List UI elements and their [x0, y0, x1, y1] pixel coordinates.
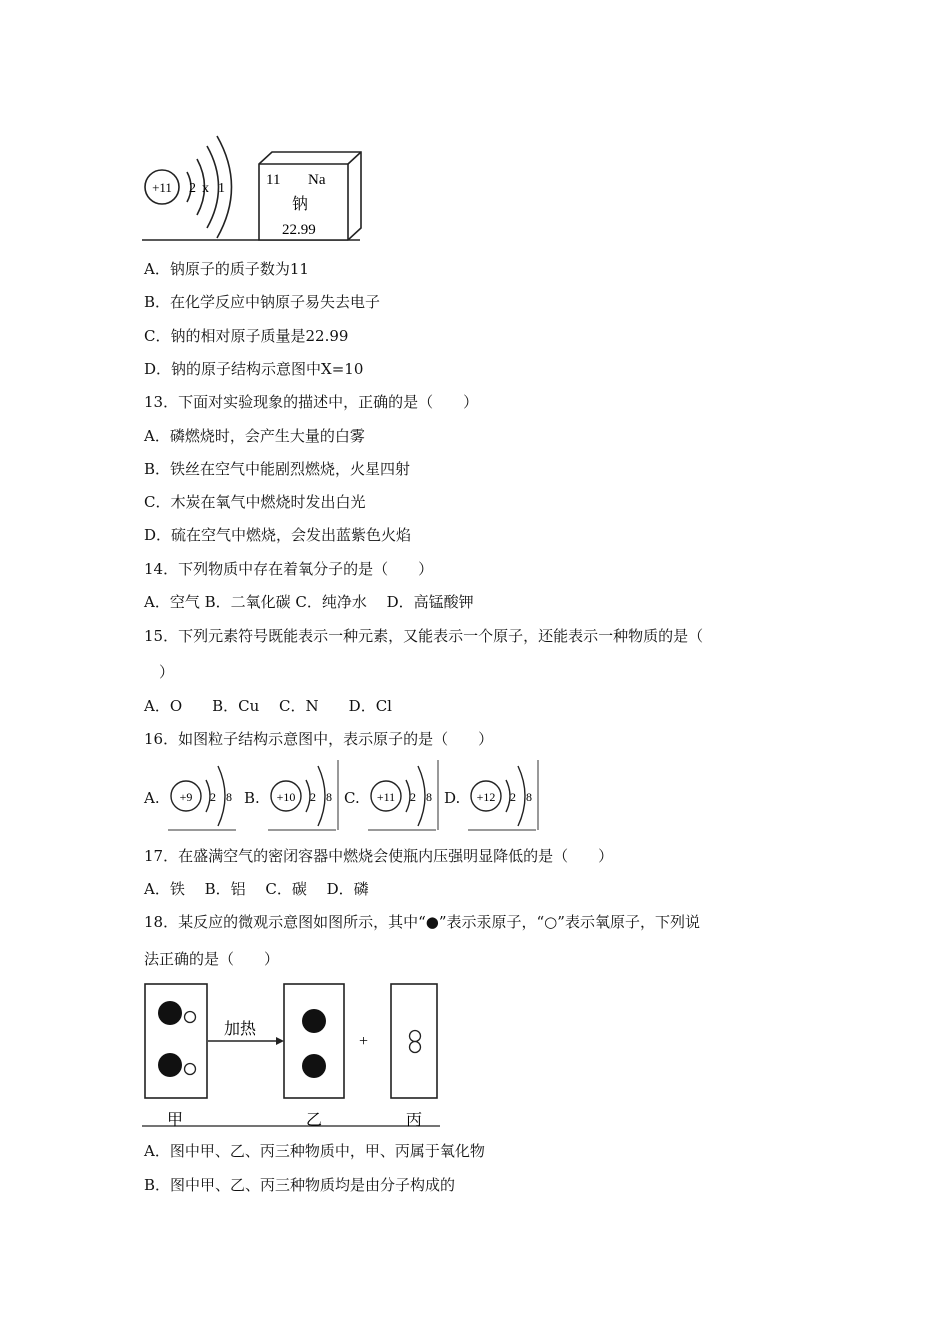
- q16-nucleus-d: +12: [476, 790, 496, 804]
- element-name: 钠: [292, 196, 309, 213]
- q18-stem-line2: 法正确的是（ ）: [144, 950, 280, 968]
- q16-letter-d: D.: [444, 789, 461, 807]
- q16-diagram-b: [266, 758, 340, 832]
- q18-option-a: A．图中甲、乙、丙三种物质中，甲、丙属于氧化物: [144, 1142, 485, 1160]
- q16-shell2-c: 8: [426, 790, 432, 804]
- sodium-shell-3: 1: [218, 181, 225, 196]
- q15-options: A．O B．Cu C．N D．Cl: [144, 697, 392, 715]
- q15-stem-line2: ）: [144, 663, 175, 681]
- q12-option-b: B．在化学反应中钠原子易失去电子: [144, 293, 381, 311]
- q18-stem-line1: 18．某反应的微观示意图如图所示，其中“●”表示汞原子，“○”表示氧原子，下列说: [144, 913, 700, 931]
- arrow-label: 加热: [224, 1021, 257, 1038]
- q18-option-b: B．图中甲、乙、丙三种物质均是由分子构成的: [144, 1176, 456, 1194]
- q12-option-c: C．钠的相对原子质量是22.99: [144, 327, 349, 345]
- q14-options: A．空气 B．二氧化碳 C．纯净水 D．高锰酸钾: [144, 593, 474, 611]
- q16-shell2-b: 8: [326, 790, 332, 804]
- sodium-shell-2: x: [202, 181, 209, 196]
- element-symbol: Na: [308, 172, 326, 188]
- q16-letter-a: A.: [144, 789, 160, 807]
- q17-stem: 17．在盛满空气的密闭容器中燃烧会使瓶内压强明显降低的是（ ）: [144, 847, 614, 865]
- sodium-atom-figure: [142, 134, 366, 242]
- q16-stem: 16．如图粒子结构示意图中，表示原子的是（ ）: [144, 730, 494, 748]
- q16-shell1-c: 2: [410, 790, 416, 804]
- q14-stem: 14．下列物质中存在着氧分子的是（ ）: [144, 560, 434, 578]
- q16-shell2-d: 8: [526, 790, 532, 804]
- q13-option-c: C．木炭在氧气中燃烧时发出白光: [144, 493, 366, 511]
- q16-nucleus-a: +9: [179, 790, 193, 804]
- q16-letter-b: B.: [244, 789, 260, 807]
- q15-stem-line1: 15．下列元素符号既能表示一种元素，又能表示一个原子，还能表示一种物质的是（: [144, 627, 704, 645]
- label-jia: 甲: [166, 1112, 184, 1129]
- q17-options: A．铁 B．铝 C．碳 D．磷: [144, 880, 369, 898]
- q16-shell1-d: 2: [510, 790, 516, 804]
- q16-shell1-b: 2: [310, 790, 316, 804]
- label-yi: 乙: [305, 1112, 323, 1129]
- q13-option-b: B．铁丝在空气中能剧烈燃烧，火星四射: [144, 460, 411, 478]
- element-mass: 22.99: [282, 222, 316, 238]
- label-bing: 丙: [405, 1112, 423, 1129]
- q13-option-d: D．硫在空气中燃烧，会发出蓝紫色火焰: [144, 526, 412, 544]
- element-number: 11: [266, 172, 281, 188]
- reaction-diagram: [142, 982, 442, 1132]
- q16-shell1-a: 2: [210, 790, 216, 804]
- q13-stem: 13．下面对实验现象的描述中，正确的是（ ）: [144, 393, 479, 411]
- q12-option-a: A．钠原子的质子数为11: [144, 260, 309, 278]
- q16-letter-c: C.: [344, 789, 360, 807]
- sodium-shell-1: 2: [189, 181, 196, 196]
- sodium-nucleus: +11: [152, 180, 172, 195]
- q16-nucleus-b: +10: [276, 790, 296, 804]
- q16-nucleus-c: +11: [376, 790, 396, 804]
- q16-diagram-c: [366, 758, 440, 832]
- q16-diagram-d: [466, 758, 540, 832]
- q16-diagram-a: [166, 758, 240, 832]
- q16-options: [144, 758, 544, 832]
- q16-shell2-a: 8: [226, 790, 232, 804]
- plus-sign: +: [359, 1033, 369, 1050]
- q13-option-a: A．磷燃烧时，会产生大量的白雾: [144, 427, 365, 445]
- q12-option-d: D．钠的原子结构示意图中X=10: [144, 360, 364, 378]
